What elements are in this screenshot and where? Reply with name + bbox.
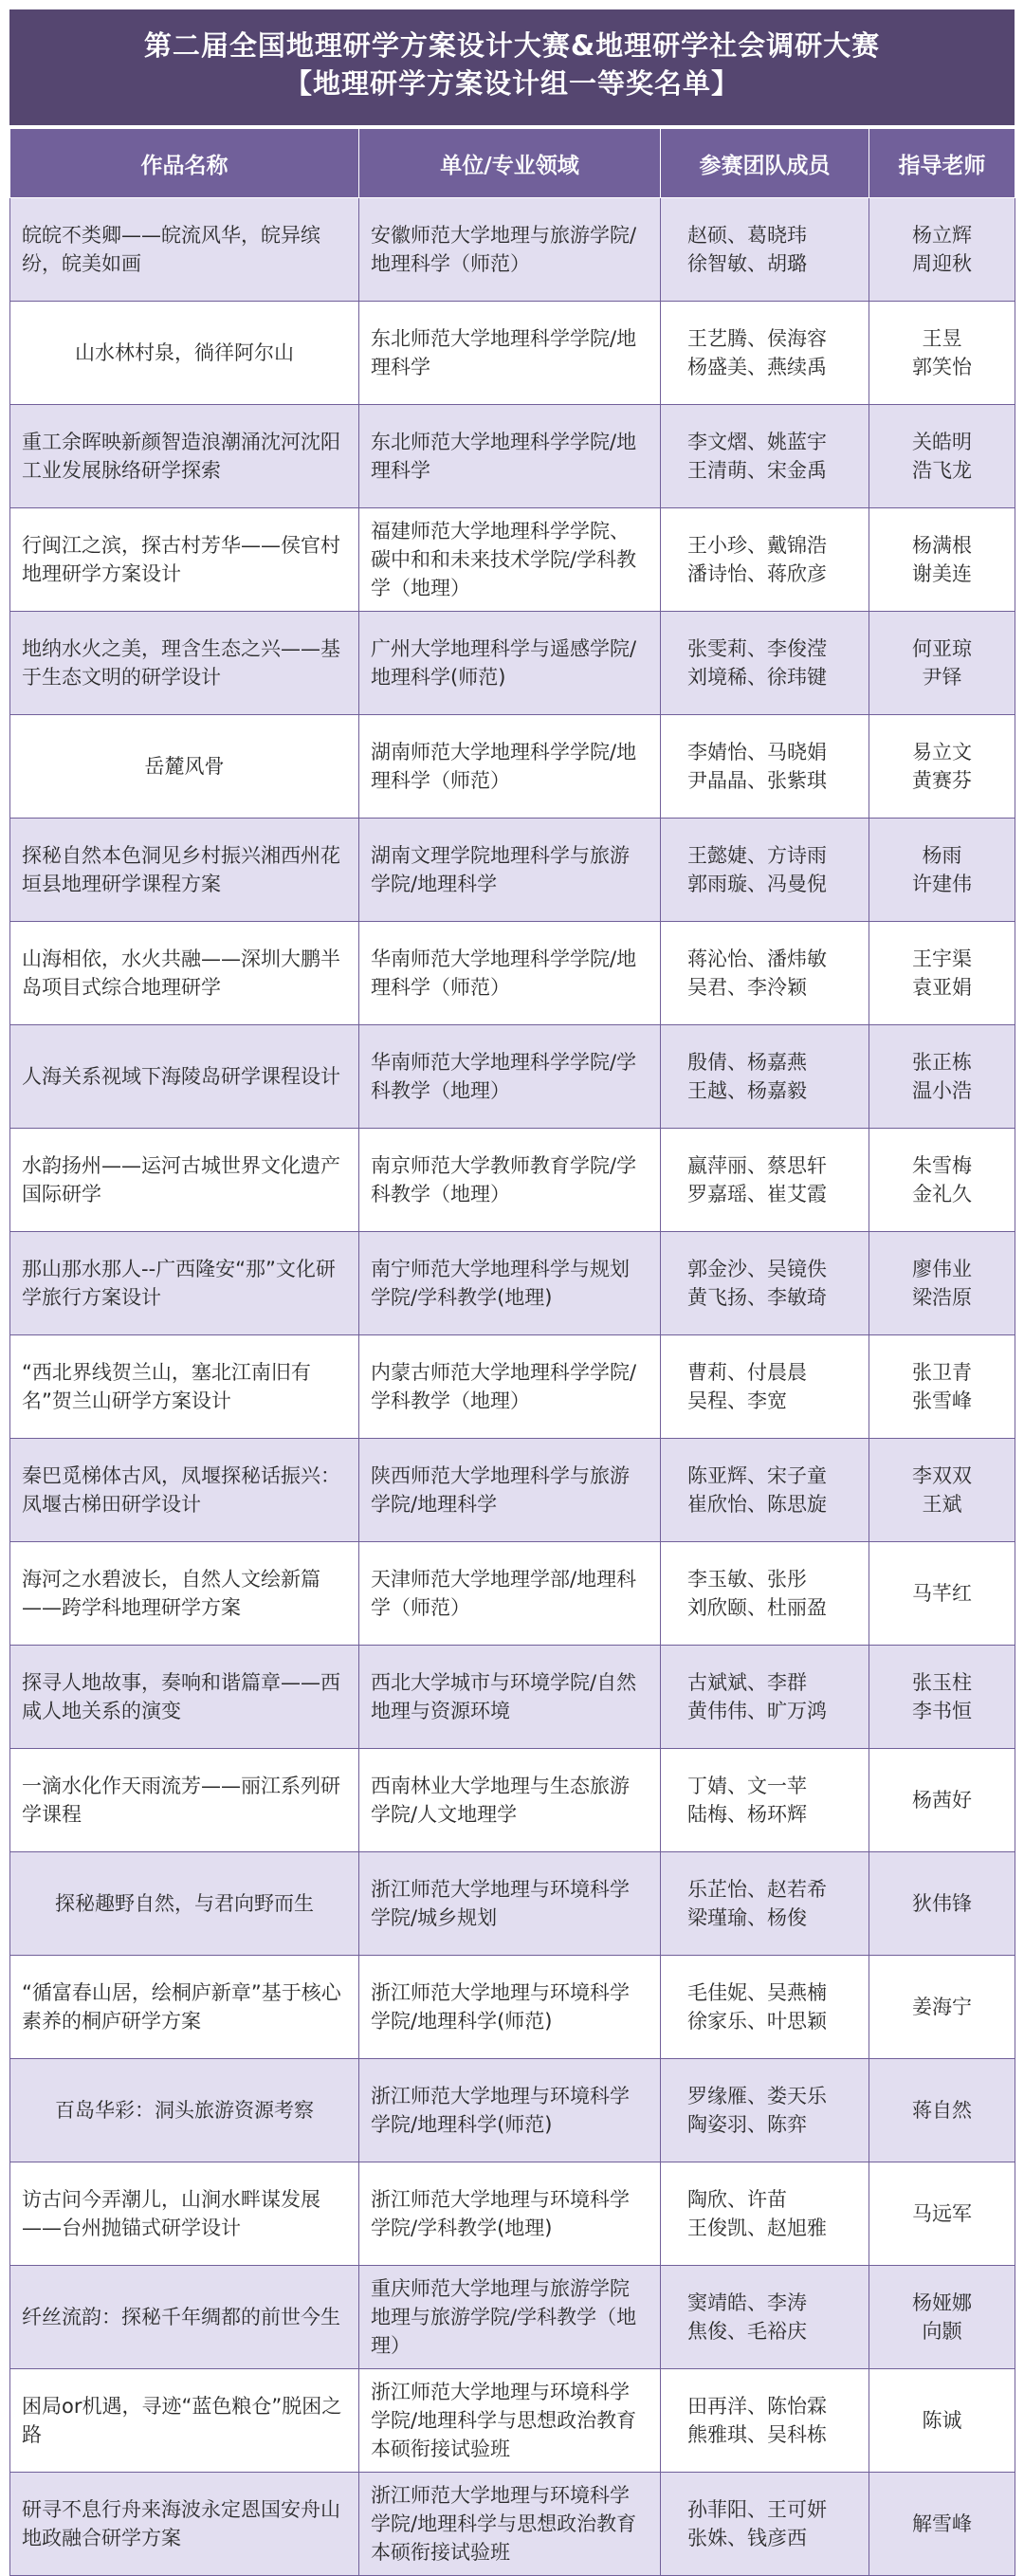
advisor-name: 蒋自然 — [912, 2099, 972, 2122]
member-line: 乐芷怡、赵若希 — [687, 1878, 827, 1901]
column-header-unit: 单位/专业领域 — [359, 129, 661, 198]
work-name-cell: 探秘自然本色洞见乡村振兴湘西州花垣县地理研学课程方案 — [10, 819, 359, 922]
advisor-cell — [869, 198, 1015, 302]
member-line: 王懿婕、方诗雨 — [687, 844, 827, 867]
members-cell — [661, 1129, 869, 1232]
unit-cell: 重庆师范大学地理与旅游学院地理与旅游学院/学科教学（地理） — [359, 2266, 661, 2369]
members-cell — [661, 1852, 869, 1956]
work-name-cell: 重工余晖映新颜智造浪潮涌沈河沈阳工业发展脉络研学探索 — [10, 405, 359, 508]
unit-cell: 浙江师范大学地理与环境科学学院/城乡规划 — [359, 1852, 661, 1956]
members-cell — [661, 405, 869, 508]
table-row — [10, 1542, 1015, 1646]
unit-cell: 浙江师范大学地理与环境科学学院/地理科学(师范) — [359, 2059, 661, 2162]
advisor-name: 张卫青 — [912, 1361, 972, 1384]
work-name-cell: 秦巴觅梯体古风，凤堰探秘话振兴：凤堰古梯田研学设计 — [10, 1439, 359, 1542]
member-line: 杨盛美、燕续禹 — [687, 356, 827, 378]
member-line: 熊雅琪、吴科栋 — [687, 2423, 827, 2446]
members-cell — [661, 1439, 869, 1542]
advisor-cell — [869, 2473, 1015, 2576]
award-table — [9, 128, 1015, 2576]
advisor-name: 狄伟锋 — [912, 1892, 972, 1915]
advisor-cell — [869, 1852, 1015, 1956]
work-name-cell: 地纳水火之美，理含生态之兴——基于生态文明的研学设计 — [10, 612, 359, 715]
advisor-name: 杨娅娜 — [912, 2291, 972, 2314]
table-row — [10, 198, 1015, 302]
advisor-cell — [869, 1749, 1015, 1852]
table-row — [10, 302, 1015, 405]
members-cell — [661, 1956, 869, 2059]
member-line: 吴程、李宽 — [687, 1389, 787, 1412]
advisor-name: 马芊红 — [912, 1582, 972, 1605]
member-line: 黄飞扬、李敏琦 — [687, 1286, 827, 1309]
unit-cell: 浙江师范大学地理与环境科学学院/地理科学与思想政治教育本硕衔接试验班 — [359, 2473, 661, 2576]
advisor-cell — [869, 612, 1015, 715]
table-row — [10, 922, 1015, 1025]
work-name-cell: 困局or机遇，寻迹“蓝色粮仓”脱困之路 — [10, 2369, 359, 2473]
member-line: 曹莉、付晨晨 — [687, 1361, 807, 1384]
work-name-cell: 岳麓风骨 — [10, 715, 359, 819]
unit-cell: 东北师范大学地理科学学院/地理科学 — [359, 302, 661, 405]
members-cell — [661, 1646, 869, 1749]
table-row — [10, 715, 1015, 819]
advisor-name: 许建伟 — [912, 873, 972, 895]
advisor-name: 李双双 — [912, 1464, 972, 1487]
work-name-cell: 行闽江之滨，探古村芳华——侯官村地理研学方案设计 — [10, 508, 359, 612]
work-name-cell: 百岛华彩：洞头旅游资源考察 — [10, 2059, 359, 2162]
unit-cell: 西北大学城市与环境学院/自然地理与资源环境 — [359, 1646, 661, 1749]
unit-cell: 浙江师范大学地理与环境科学学院/学科教学(地理) — [359, 2162, 661, 2266]
advisor-name: 向颢 — [922, 2320, 962, 2343]
advisor-cell — [869, 1335, 1015, 1439]
members-cell — [661, 1232, 869, 1335]
advisor-name: 杨茜好 — [912, 1789, 972, 1812]
unit-cell: 陕西师范大学地理科学与旅游学院/地理科学 — [359, 1439, 661, 1542]
member-line: 潘诗怡、蒋欣彦 — [687, 562, 827, 585]
member-line: 王艺腾、侯海容 — [687, 327, 827, 350]
unit-cell: 内蒙古师范大学地理科学学院/学科教学（地理） — [359, 1335, 661, 1439]
table-row — [10, 1129, 1015, 1232]
unit-cell: 浙江师范大学地理与环境科学学院/地理科学与思想政治教育本硕衔接试验班 — [359, 2369, 661, 2473]
advisor-cell — [869, 1956, 1015, 2059]
advisor-name: 尹铎 — [922, 666, 962, 689]
members-cell — [661, 2473, 869, 2576]
work-name-cell: 皖皖不类卿——皖流风华，皖异缤纷，皖美如画 — [10, 198, 359, 302]
member-line: 张姝、钱彦西 — [687, 2527, 807, 2549]
member-line: 王清萌、宋金禹 — [687, 459, 827, 482]
advisor-cell — [869, 1439, 1015, 1542]
table-row — [10, 2059, 1015, 2162]
member-line: 郭金沙、吴镜佚 — [687, 1258, 827, 1280]
advisor-cell — [869, 2059, 1015, 2162]
members-cell — [661, 715, 869, 819]
members-cell — [661, 2059, 869, 2162]
advisor-name: 姜海宁 — [912, 1996, 972, 2018]
advisor-name: 张玉柱 — [912, 1671, 972, 1694]
advisor-cell — [869, 819, 1015, 922]
advisor-name: 王斌 — [922, 1493, 962, 1516]
work-name-cell: 山海相依，水火共融——深圳大鹏半岛项目式综合地理研学 — [10, 922, 359, 1025]
advisor-name: 郭笑怡 — [912, 356, 972, 378]
work-name-cell: 研寻不息行舟来海波永定恩国安舟山地政融合研学方案 — [10, 2473, 359, 2576]
unit-cell: 南京师范大学教师教育学院/学科教学（地理） — [359, 1129, 661, 1232]
advisor-name: 谢美连 — [912, 562, 972, 585]
unit-cell: 华南师范大学地理科学学院/地理科学（师范） — [359, 922, 661, 1025]
table-row — [10, 1852, 1015, 1956]
header-banner — [9, 9, 1015, 125]
work-name-cell: 海河之水碧波长，自然人文绘新篇——跨学科地理研学方案 — [10, 1542, 359, 1646]
unit-cell: 广州大学地理科学与遥感学院/地理科学(师范) — [359, 612, 661, 715]
member-line: 李玉敏、张彤 — [687, 1568, 807, 1591]
advisor-name: 袁亚娟 — [912, 976, 972, 999]
advisor-name: 王宇渠 — [912, 948, 972, 970]
member-line: 丁婧、文一苹 — [687, 1775, 807, 1797]
unit-cell: 湖南师范大学地理科学学院/地理科学（师范） — [359, 715, 661, 819]
member-line: 徐智敏、胡璐 — [687, 252, 807, 275]
member-line: 梁瑾瑜、杨俊 — [687, 1906, 807, 1929]
members-cell — [661, 2266, 869, 2369]
members-cell — [661, 302, 869, 405]
members-cell — [661, 2162, 869, 2266]
advisor-name: 易立文 — [912, 741, 972, 764]
table-row — [10, 1335, 1015, 1439]
members-cell — [661, 1335, 869, 1439]
member-line: 罗嘉瑶、崔艾霞 — [687, 1183, 827, 1205]
table-row — [10, 2266, 1015, 2369]
unit-cell: 湖南文理学院地理科学与旅游学院/地理科学 — [359, 819, 661, 922]
page-title: 第二届全国地理研学方案设计大赛&地理研学社会调研大赛 — [143, 29, 881, 62]
advisor-cell — [869, 1129, 1015, 1232]
unit-cell: 浙江师范大学地理与环境科学学院/地理科学(师范) — [359, 1956, 661, 2059]
work-name-cell: 纤丝流韵：探秘千年绸都的前世今生 — [10, 2266, 359, 2369]
member-line: 毛佳妮、吴燕楠 — [687, 1981, 827, 2004]
advisor-name: 杨雨 — [922, 844, 962, 867]
members-cell — [661, 1542, 869, 1646]
members-cell — [661, 612, 869, 715]
table-row — [10, 1232, 1015, 1335]
advisor-name: 浩飞龙 — [912, 459, 972, 482]
advisor-cell — [869, 302, 1015, 405]
members-cell — [661, 1025, 869, 1129]
table-row — [10, 819, 1015, 922]
column-header-advisor: 指导老师 — [869, 129, 1015, 198]
advisor-cell — [869, 1542, 1015, 1646]
advisor-cell — [869, 508, 1015, 612]
table-header-row — [10, 129, 1015, 198]
member-line: 王小珍、戴锦浩 — [687, 534, 827, 557]
members-cell — [661, 2369, 869, 2473]
advisor-name: 梁浩原 — [912, 1286, 972, 1309]
member-line: 古斌斌、李群 — [687, 1671, 807, 1694]
work-name-cell: 那山那水那人--广西隆安“那”文化研学旅行方案设计 — [10, 1232, 359, 1335]
work-name-cell: “西北界线贺兰山，塞北江南旧有名”贺兰山研学方案设计 — [10, 1335, 359, 1439]
advisor-cell — [869, 922, 1015, 1025]
advisor-name: 何亚琼 — [912, 637, 972, 660]
member-line: 王越、杨嘉毅 — [687, 1079, 807, 1102]
advisor-cell — [869, 1646, 1015, 1749]
unit-cell: 福建师范大学地理科学学院、碳中和和未来技术学院/学科教学（地理） — [359, 508, 661, 612]
work-name-cell: “循富春山居，绘桐庐新章”基于核心素养的桐庐研学方案 — [10, 1956, 359, 2059]
work-name-cell: 人海关系视域下海陵岛研学课程设计 — [10, 1025, 359, 1129]
advisor-cell — [869, 1025, 1015, 1129]
table-row — [10, 405, 1015, 508]
table-row — [10, 1956, 1015, 2059]
members-cell — [661, 1749, 869, 1852]
member-line: 罗缘雁、娄天乐 — [687, 2085, 827, 2107]
member-line: 张雯莉、李俊滢 — [687, 637, 827, 660]
table-row — [10, 508, 1015, 612]
advisor-cell — [869, 2266, 1015, 2369]
advisor-name: 马远军 — [912, 2202, 972, 2225]
member-line: 赵硕、葛晓玮 — [687, 224, 807, 247]
advisor-cell — [869, 2162, 1015, 2266]
advisor-name: 朱雪梅 — [912, 1154, 972, 1177]
member-line: 田再洋、陈怡霖 — [687, 2395, 827, 2418]
column-header-members: 参赛团队成员 — [661, 129, 869, 198]
work-name-cell: 访古问今弄潮儿，山涧水畔谋发展——台州抛锚式研学设计 — [10, 2162, 359, 2266]
advisor-cell — [869, 1232, 1015, 1335]
members-cell — [661, 922, 869, 1025]
member-line: 尹晶晶、张紫琪 — [687, 769, 827, 792]
advisor-name: 黄赛芬 — [912, 769, 972, 792]
unit-cell: 华南师范大学地理科学学院/学科教学（地理） — [359, 1025, 661, 1129]
table-row — [10, 1749, 1015, 1852]
table-row — [10, 2162, 1015, 2266]
member-line: 陈亚辉、宋子童 — [687, 1464, 827, 1487]
member-line: 陶欣、许苗 — [687, 2188, 787, 2211]
members-cell — [661, 819, 869, 922]
member-line: 郭雨璇、冯曼倪 — [687, 873, 827, 895]
advisor-name: 关皓明 — [912, 431, 972, 453]
member-line: 李婧怡、马晓娟 — [687, 741, 827, 764]
member-line: 孙菲阳、王可妍 — [687, 2498, 827, 2521]
work-name-cell: 探寻人地故事，奏响和谐篇章——西咸人地关系的演变 — [10, 1646, 359, 1749]
page-subtitle: 【地理研学方案设计组一等奖名单】 — [283, 67, 740, 100]
member-line: 焦俊、毛裕庆 — [687, 2320, 807, 2343]
unit-cell: 西南林业大学地理与生态旅游学院/人文地理学 — [359, 1749, 661, 1852]
advisor-cell — [869, 715, 1015, 819]
table-row — [10, 1025, 1015, 1129]
work-name-cell: 一滴水化作天雨流芳——丽江系列研学课程 — [10, 1749, 359, 1852]
member-line: 陆梅、杨环辉 — [687, 1803, 807, 1826]
unit-cell: 天津师范大学地理学部/地理科学（师范） — [359, 1542, 661, 1646]
member-line: 李文熠、姚蓝宇 — [687, 431, 827, 453]
table-row — [10, 1439, 1015, 1542]
advisor-name: 王昱 — [922, 327, 962, 350]
advisor-name: 李书恒 — [912, 1700, 972, 1722]
advisor-name: 解雪峰 — [912, 2512, 972, 2535]
table-row — [10, 612, 1015, 715]
table-row — [10, 2369, 1015, 2473]
advisor-name: 张雪峰 — [912, 1389, 972, 1412]
unit-cell: 安徽师范大学地理与旅游学院/地理科学（师范） — [359, 198, 661, 302]
advisor-name: 张正栋 — [912, 1051, 972, 1074]
advisor-name: 金礼久 — [912, 1183, 972, 1205]
advisor-name: 陈诚 — [922, 2409, 962, 2432]
advisor-name: 温小浩 — [912, 1079, 972, 1102]
member-line: 吴君、李泠颖 — [687, 976, 807, 999]
work-name-cell: 水韵扬州——运河古城世界文化遗产国际研学 — [10, 1129, 359, 1232]
award-table-body — [10, 198, 1015, 2576]
member-line: 嬴萍丽、蔡思轩 — [687, 1154, 827, 1177]
advisor-name: 杨满根 — [912, 534, 972, 557]
work-name-cell: 山水林村泉，徜徉阿尔山 — [10, 302, 359, 405]
member-line: 窦靖皓、李涛 — [687, 2291, 807, 2314]
member-line: 崔欣怡、陈思旋 — [687, 1493, 827, 1516]
member-line: 刘境稀、徐玮键 — [687, 666, 827, 689]
member-line: 徐家乐、叶思颖 — [687, 2010, 827, 2033]
unit-cell: 东北师范大学地理科学学院/地理科学 — [359, 405, 661, 508]
member-line: 蒋沁怡、潘炜敏 — [687, 948, 827, 970]
members-cell — [661, 508, 869, 612]
column-header-work-name: 作品名称 — [10, 129, 359, 198]
advisor-cell — [869, 405, 1015, 508]
member-line: 陶姿羽、陈弈 — [687, 2113, 807, 2136]
members-cell — [661, 198, 869, 302]
member-line: 黄伟伟、旷万鸿 — [687, 1700, 827, 1722]
advisor-name: 杨立辉 — [912, 224, 972, 247]
table-row — [10, 1646, 1015, 1749]
member-line: 刘欣颐、杜丽盈 — [687, 1596, 827, 1619]
table-row — [10, 2473, 1015, 2576]
advisor-name: 周迎秋 — [912, 252, 972, 275]
advisor-cell — [869, 2369, 1015, 2473]
work-name-cell: 探秘趣野自然，与君向野而生 — [10, 1852, 359, 1956]
unit-cell: 南宁师范大学地理科学与规划学院/学科教学(地理) — [359, 1232, 661, 1335]
advisor-name: 廖伟业 — [912, 1258, 972, 1280]
member-line: 王俊凯、赵旭雅 — [687, 2217, 827, 2239]
member-line: 殷倩、杨嘉燕 — [687, 1051, 807, 1074]
